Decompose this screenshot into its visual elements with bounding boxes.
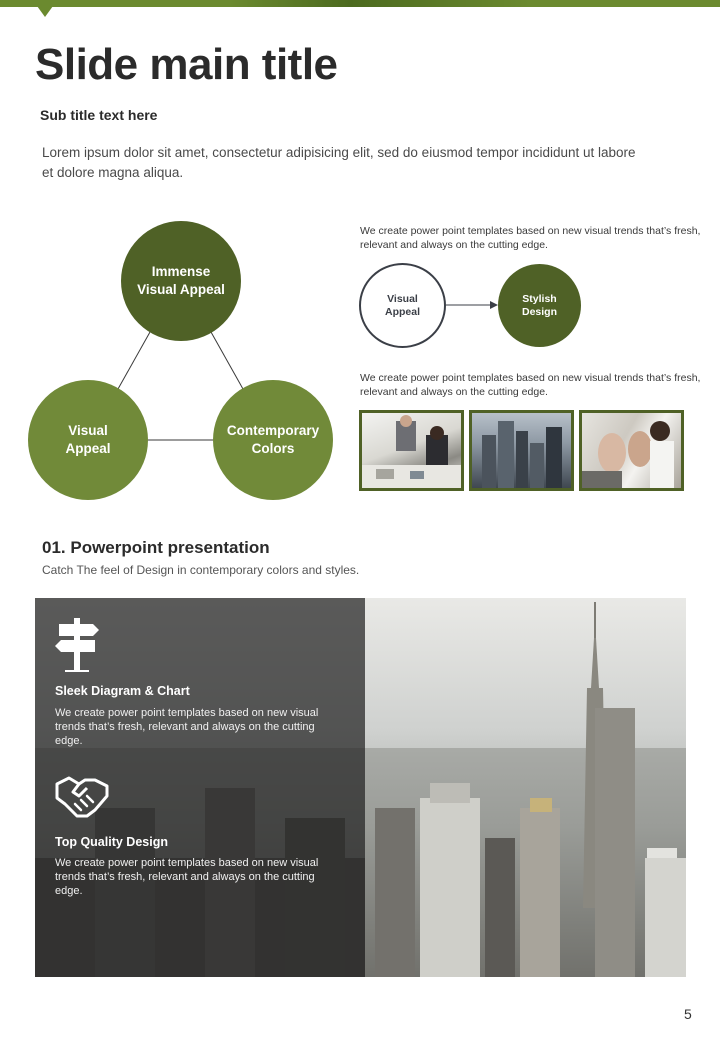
applause-photo xyxy=(582,413,681,488)
section-title: 01. Powerpoint presentation xyxy=(42,538,270,557)
connector-top-left xyxy=(118,332,150,389)
flow-label-line2: Appeal xyxy=(384,305,420,318)
feature-text-top-quality: We create power point templates based on new visual trends that’s fresh, relevant and always on the cutting edge. xyxy=(55,857,319,897)
page-subtitle: Sub title text here xyxy=(40,107,158,123)
feature-overlay-panel xyxy=(35,598,365,977)
flow-label-line2: Design xyxy=(521,305,557,318)
thumbnail-city-skyscrapers xyxy=(469,410,574,491)
feature-title-sleek-diagram: Sleek Diagram & Chart xyxy=(55,684,190,698)
business-meeting-photo xyxy=(362,413,461,488)
handshake-icon xyxy=(55,774,109,820)
intro-paragraph: Lorem ipsum dolor sit amet, consectetur adipisicing elit, sed do eiusmod tempor incididunt ut labore et dolore magna aliqua. xyxy=(42,145,636,180)
page-title: Slide main title xyxy=(35,40,338,89)
thumbnail-business-meeting xyxy=(359,410,464,491)
circle-label-line2: Appeal xyxy=(65,441,111,456)
flow-label-line1: Stylish xyxy=(522,292,557,305)
arrow-right-icon xyxy=(446,299,500,311)
diagram-circle-visual-appeal xyxy=(28,380,148,500)
diagram-circle-immense-visual-appeal xyxy=(121,221,241,341)
thumbnail-applause xyxy=(579,410,684,491)
connector-top-right xyxy=(211,332,243,389)
page-number: 5 xyxy=(684,1006,692,1022)
circle-label-line2: Colors xyxy=(251,441,295,456)
circle-label-line2: Visual Appeal xyxy=(137,282,225,297)
signpost-icon xyxy=(55,616,99,672)
hero-city-image xyxy=(35,598,686,977)
flow-circle-visual-appeal xyxy=(359,263,446,348)
diagram-circle-contemporary-colors xyxy=(213,380,333,500)
flow-label-line1: Visual xyxy=(387,292,418,305)
right-blurb-top: We create power point templates based on new visual trends that’s fresh, relevant and always on the cutting edge. xyxy=(360,225,701,251)
circle-label-line1: Immense xyxy=(151,264,211,279)
flow-circle-stylish-design xyxy=(498,264,581,347)
circle-label-line1: Contemporary xyxy=(226,423,320,438)
circle-label-line1: Visual xyxy=(68,423,108,438)
section-subtitle: Catch The feel of Design in contemporary colors and styles. xyxy=(42,563,360,577)
right-blurb-bottom: We create power point templates based on new visual trends that’s fresh, relevant and always on the cutting edge. xyxy=(360,372,701,398)
feature-title-top-quality: Top Quality Design xyxy=(55,835,168,849)
city-skyscrapers-photo xyxy=(472,413,571,488)
feature-text-sleek-diagram: We create power point templates based on new visual trends that’s fresh, relevant and always on the cutting edge. xyxy=(55,707,319,747)
